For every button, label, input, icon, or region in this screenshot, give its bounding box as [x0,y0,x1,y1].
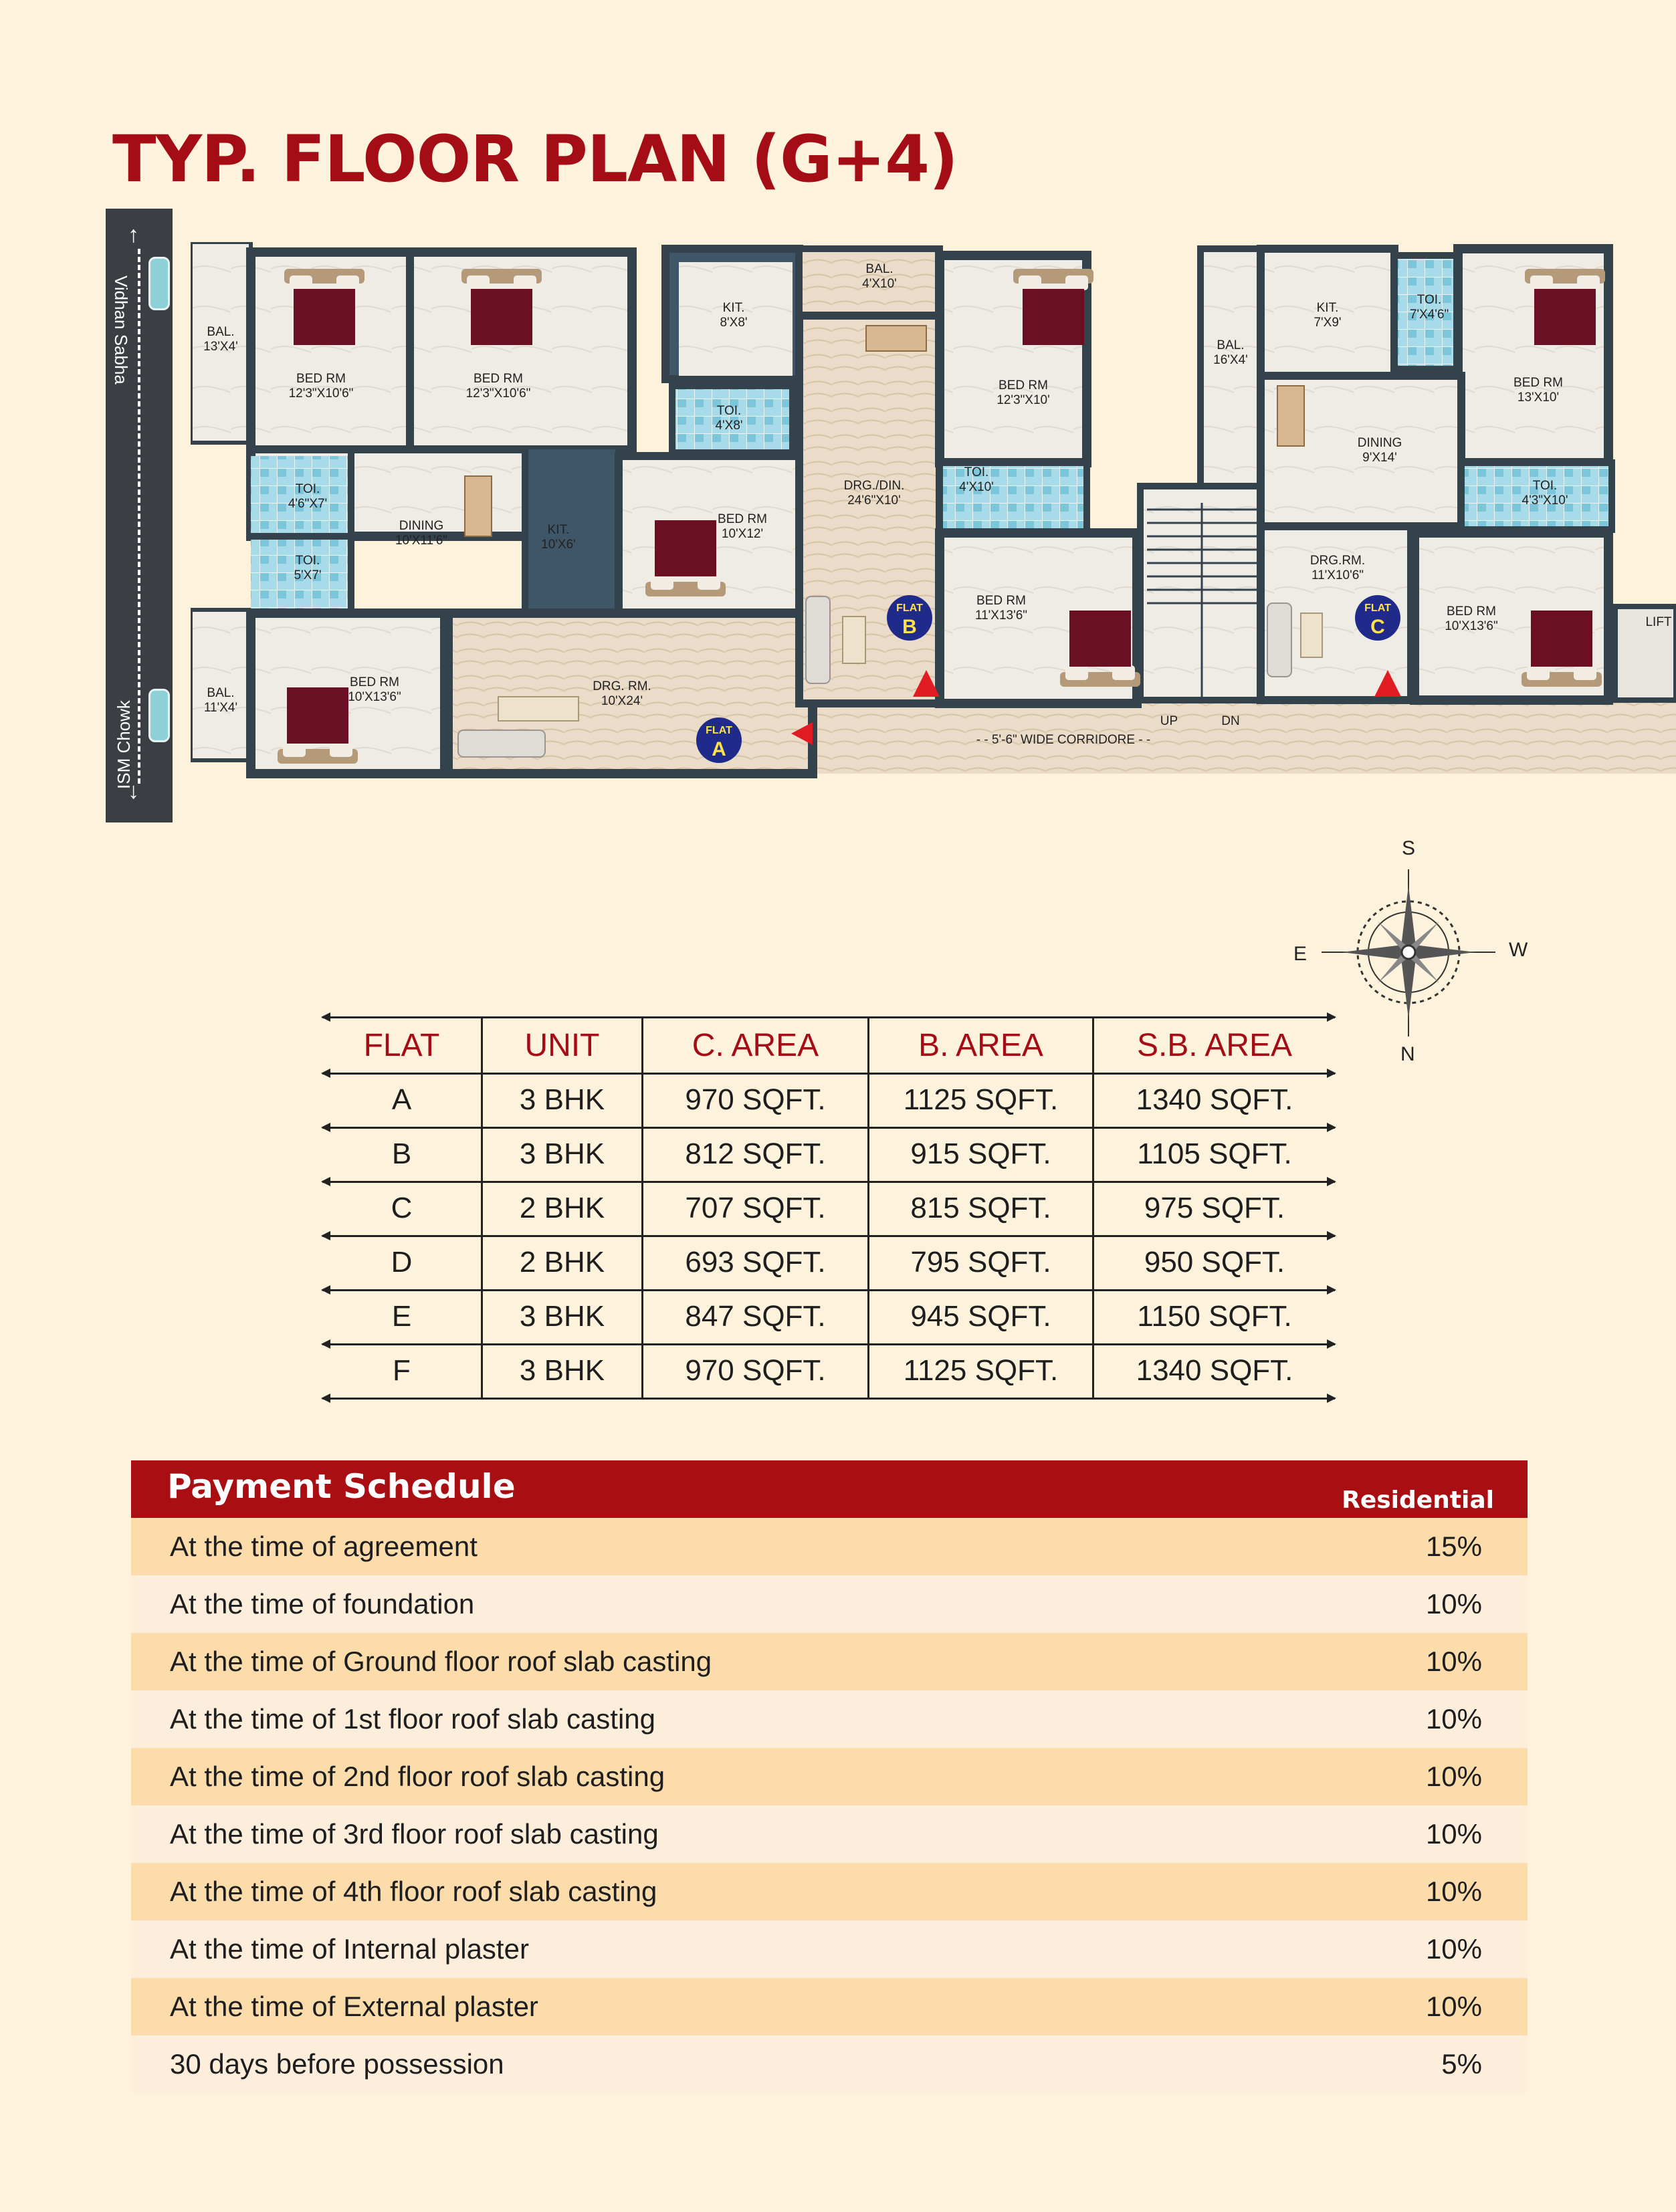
payment-schedule [131,1460,1528,2093]
room-label: BED RM 12'3"X10'6" [465,372,531,401]
table-cell: B [322,1127,483,1181]
payment-row [131,1863,1528,1920]
table-cell: 2 BHK [483,1235,643,1289]
table-cell: 812 SQFT. [643,1127,869,1181]
payment-rows [131,1518,1528,2093]
table-row [322,1235,1335,1289]
table-divider [322,1398,1335,1400]
room-label: BED RM 13'X10' [1513,376,1563,405]
svg-text:B: B [902,616,917,638]
room-label: KIT. 7'X9' [1314,301,1342,330]
floor-plan [191,242,1676,789]
table-row [322,1073,1335,1127]
table-cell: 1150 SQFT. [1137,1299,1292,1333]
payment-stage-label: At the time of 4th floor roof slab casting [170,1876,657,1907]
payment-percentage: 10% [1425,1933,1482,1965]
table-cell: 945 SQFT. [869,1289,1094,1343]
column-header: C. AREA [643,1018,869,1073]
room-label: BAL. 11'X4' [203,686,238,715]
room-label: BED RM 12'3"X10' [997,378,1050,407]
flat-badge-c [1355,595,1400,641]
payment-title: Payment Schedule [167,1467,516,1506]
table-divider [322,1343,1335,1345]
stair-down-label: DN [1221,714,1240,728]
table-cell: 795 SQFT. [869,1235,1094,1289]
payment-percentage: 10% [1425,1876,1482,1907]
room-label: DINING 10'X11'6" [395,519,448,548]
column-header: FLAT [322,1018,483,1073]
table-cell: 970 SQFT. [643,1343,869,1398]
table-cell: 847 SQFT. [643,1289,869,1343]
payment-row [131,1575,1528,1633]
column-header: UNIT [483,1018,643,1073]
payment-percentage: 10% [1425,1588,1482,1620]
flat-badge-b [887,595,932,641]
table-cell: 950 SQFT. [1144,1245,1285,1279]
payment-stage-label: At the time of foundation [170,1588,475,1620]
room-label: TOI. 5'X7' [294,554,322,582]
payment-percentage: 10% [1425,1991,1482,2022]
table-divider [322,1181,1335,1183]
table-cell: F [322,1343,483,1398]
payment-stage-label: At the time of agreement [170,1531,478,1562]
room-label: BED RM 12'3"X10'6" [288,372,354,401]
table-divider [322,1073,1335,1075]
table-cell: 3 BHK [483,1073,643,1127]
payment-percentage: 5% [1441,2048,1482,2080]
room-label: TOI. 7'X4'6" [1409,293,1449,322]
svg-text:FLAT: FLAT [706,725,732,736]
payment-percentage: 10% [1425,1703,1482,1735]
table-cell: D [322,1235,483,1289]
compass-west-label: W [1509,939,1528,961]
payment-row [131,1633,1528,1690]
table-row [322,1181,1335,1235]
payment-stage-label: At the time of 2nd floor roof slab casting [170,1761,665,1792]
column-header: B. AREA [869,1018,1094,1073]
road-label-top: Vidhan Sabha [111,275,131,384]
payment-percentage: 10% [1425,1761,1482,1792]
svg-text:FLAT: FLAT [896,602,923,614]
room-label: DRG.RM. 11'X10'6" [1310,554,1366,582]
arrow-down-icon: ↓ [128,778,139,804]
table-row [322,1289,1335,1343]
table-cell: A [322,1073,483,1127]
room-label: TOI. 4'6"X7' [288,482,328,511]
room-label: DRG./DIN. 24'6"X10' [843,479,905,508]
svg-text:FLAT: FLAT [1364,602,1391,614]
table-row [322,1343,1335,1398]
table-cell: 815 SQFT. [869,1181,1094,1235]
payment-stage-label: At the time of 1st floor roof slab casting [170,1703,656,1735]
payment-header [131,1460,1528,1518]
payment-row [131,1690,1528,1748]
area-table [322,1016,1335,1398]
table-cell: C [322,1181,483,1235]
table-cell: 915 SQFT. [869,1127,1094,1181]
floor-plan-drawing [191,242,1676,789]
road-label-bottom: ISM Chowk [114,700,134,789]
table-cell: 707 SQFT. [643,1181,869,1235]
road-lane-marking [138,249,140,784]
table-cell: E [322,1289,483,1343]
table-cell: 1340 SQFT. [1136,1083,1293,1116]
table-divider [322,1289,1335,1291]
room-label: DINING 9'X14' [1357,436,1402,465]
payment-row [131,1978,1528,2035]
room-label: DRG. RM. 10'X24' [593,679,651,708]
payment-percentage: 10% [1425,1818,1482,1850]
room-label: TOI. 4'3"X10' [1522,479,1568,508]
bed-icon [1013,269,1093,345]
payment-stage-label: At the time of Ground floor roof slab casting [170,1646,712,1677]
table-cell: 1125 SQFT. [869,1343,1094,1398]
room-label: TOI. 4'X10' [959,465,994,494]
svg-text:C: C [1370,616,1385,638]
payment-stage-label: At the time of 3rd floor roof slab casting [170,1818,659,1850]
flat-badge-a [696,717,742,763]
room-label: BED RM 10'X13'6" [348,675,401,704]
room-label: TOI. 4'X8' [715,404,743,433]
lift-label: LIFT [1645,615,1672,629]
road [106,209,173,822]
payment-stage-label: At the time of External plaster [170,1991,538,2022]
room-label: KIT. 10'X6' [541,523,576,552]
room-label: BED RM 11'X13'6" [974,594,1028,623]
corridor-label: - - 5'-6" WIDE CORRIDORE - - [976,733,1151,747]
payment-stage-label: At the time of Internal plaster [170,1933,529,1965]
room-label: BAL. 16'X4' [1213,338,1248,367]
car-icon [148,689,170,742]
payment-row [131,1748,1528,1805]
payment-row [131,1920,1528,1978]
car-icon [148,257,170,310]
payment-percentage: 15% [1425,1531,1482,1562]
table-cell: 975 SQFT. [1144,1191,1285,1224]
bed-icon [1525,269,1605,345]
payment-stage-label: 30 days before possession [170,2048,504,2080]
table-cell: 3 BHK [483,1289,643,1343]
room-label: BAL. 13'X4' [203,325,238,354]
table-header-row [322,1018,1335,1073]
table-divider [322,1127,1335,1129]
table-cell: 1125 SQFT. [869,1073,1094,1127]
compass-north-label: N [1400,1043,1415,1065]
bed-icon [284,269,364,345]
svg-text:A: A [712,738,726,760]
payment-row [131,2035,1528,2093]
table-divider [322,1235,1335,1237]
payment-row [131,1805,1528,1863]
column-header: S.B. AREA [1136,1028,1293,1063]
bed-icon [461,269,542,345]
table-cell: 693 SQFT. [643,1235,869,1289]
room-label: BED RM 10'X12' [718,512,767,541]
table-row [322,1127,1335,1181]
page-title: TYP. FLOOR PLAN (G+4) [112,122,958,197]
compass-east-label: E [1293,943,1307,965]
table-cell: 3 BHK [483,1343,643,1398]
table-cell: 2 BHK [483,1181,643,1235]
payment-percentage: 10% [1425,1646,1482,1677]
payment-row [131,1518,1528,1575]
room-label: BED RM 10'X13'6" [1445,604,1498,633]
room-label: BAL. 4'X10' [862,262,897,291]
arrow-up-icon: ↑ [128,222,139,247]
compass-south-label: S [1402,837,1416,859]
room-label: KIT. 8'X8' [720,301,748,330]
table-cell: 970 SQFT. [643,1073,869,1127]
table-cell: 1105 SQFT. [1137,1137,1292,1170]
payment-column-header: Residential [1342,1486,1494,1514]
table-cell: 3 BHK [483,1127,643,1181]
stair-up-label: UP [1160,714,1178,728]
table-cell: 1340 SQFT. [1136,1353,1293,1387]
